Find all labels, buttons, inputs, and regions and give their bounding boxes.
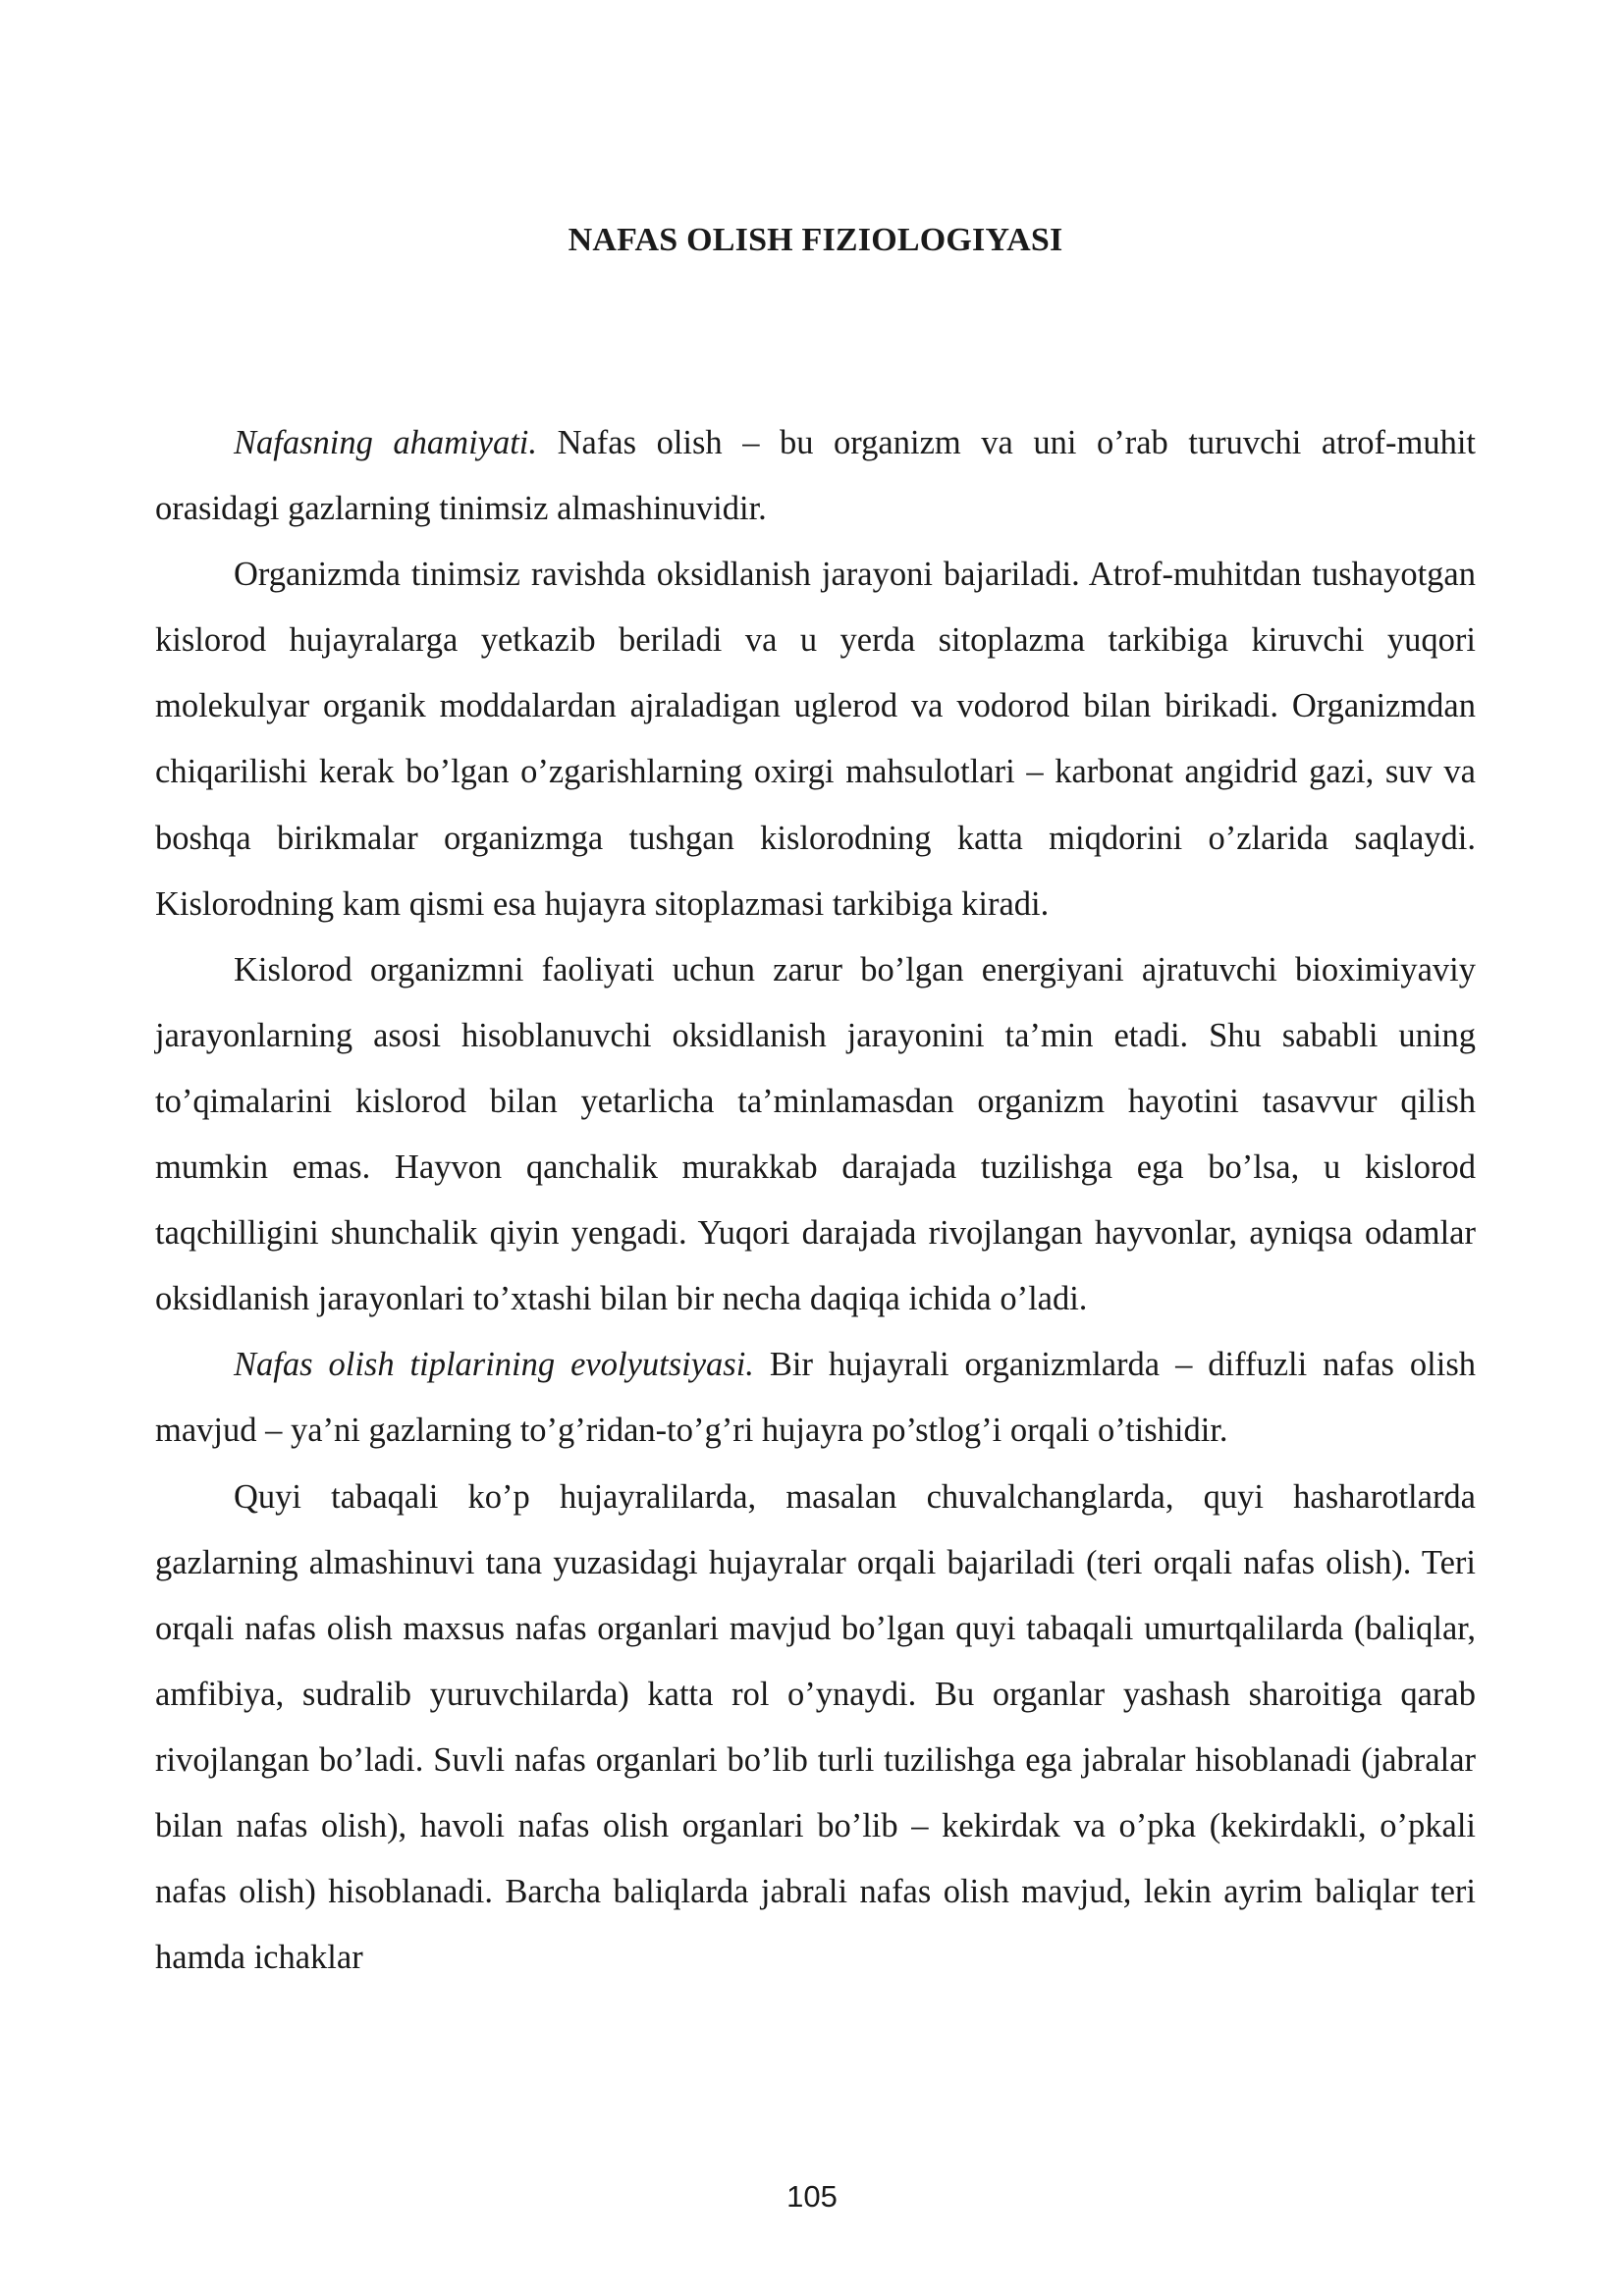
paragraph-3 [155,937,1476,1333]
paragraph-2 [155,542,1476,937]
paragraph-3-text: Kislorod organizmni faoliyati uchun zarur bo’lgan energiyani ajratuvchi bioximiyaviy jarayonlarning asosi hisoblanuvchi oksidlanish jarayonini ta’min etadi. Shu sababli uning to’qimalarini kislorod bilan yetarlicha ta’minlamasdan organizm hayotini tasavvur qilish mumkin emas. Hayvon qanchalik murakkab darajada tuzilishga ega bo’lsa, u kislorod taqchilligini shunchalik qiyin yengadi. Yuqori darajada rivojlangan hayvonlar, ayniqsa odamlar oksidlanish jarayonlari to’xtashi bilan bir necha daqiqa ichida o’ladi. [155,950,1476,1318]
paragraph-5-text: Quyi tabaqali ko’p hujayralilarda, masalan chuvalchanglarda, quyi hasharotlarda gazlarning almashinuvi tana yuzasidagi hujayralar orqali bajariladi (teri orqali nafas olish). Teri orqali nafas olish maxsus nafas organlari mavjud bo’lgan quyi tabaqali umurtqalilarda (baliqlar, amfibiya, sudralib yuruvchilarda) katta rol o’ynaydi. Bu organlar yashash sharoitiga qarab rivojlangan bo’ladi. Suvli nafas organlari bo’lib turli tuzilishga ega jabralar hisoblanadi (jabralar bilan nafas olish), havoli nafas olish organlari bo’lib – kekirdak va o’pka (kekirdakli, o’pkali nafas olish) hisoblanadi. Barcha baliqlarda jabrali nafas olish mavjud, lekin ayrim baliqlar teri hamda ichaklar [155,1477,1476,1977]
paragraph-5 [155,1465,1476,1992]
page-number: 105 [786,2179,838,2214]
paragraph-4-text: Bir hujayrali organizmlarda – diffuzli nafas olish mavjud – ya’ni gazlarning to’g’ridan-to’g’ri hujayra po’stlog’i orqali o’tishidir. [155,1346,1476,1450]
paragraph-2-text: Organizmda tinimsiz ravishda oksidlanish jarayoni bajariladi. Atrof-muhitdan tushayotgan kislorod hujayralarga yetkazib beriladi va u yerda sitoplazma tarkibiga kiruvchi yuqori molekulyar organik moddalardan ajraladigan uglerod va vodorod bilan birikadi. Organizmdan chiqarilishi kerak bo’lgan o’zgarishlarning oxirgi mahsulotlari – karbonat angidrid gazi, suv va boshqa birikmalar organizmga tushgan kislorodning katta miqdorini o’zlarida saqlaydi. Kislorodning kam qismi esa hujayra sitoplazmasi tarkibiga kiradi. [155,556,1476,923]
paragraph-1-text: Nafas olish – bu organizm va uni o’rab turuvchi atrof-muhit orasidagi gazlarning tinimsiz almashinuvidir. [155,424,1476,528]
paragraph-1 [155,410,1476,542]
page-title: NAFAS OLISH FIZIOLOGIYASI [568,222,1063,258]
paragraph-4-heading: Nafas olish tiplarining evolyutsiyasi. [234,1346,754,1384]
paragraph-4 [155,1332,1476,1464]
body-text [155,410,1476,1991]
paragraph-1-heading: Nafasning ahamiyati. [234,424,538,461]
